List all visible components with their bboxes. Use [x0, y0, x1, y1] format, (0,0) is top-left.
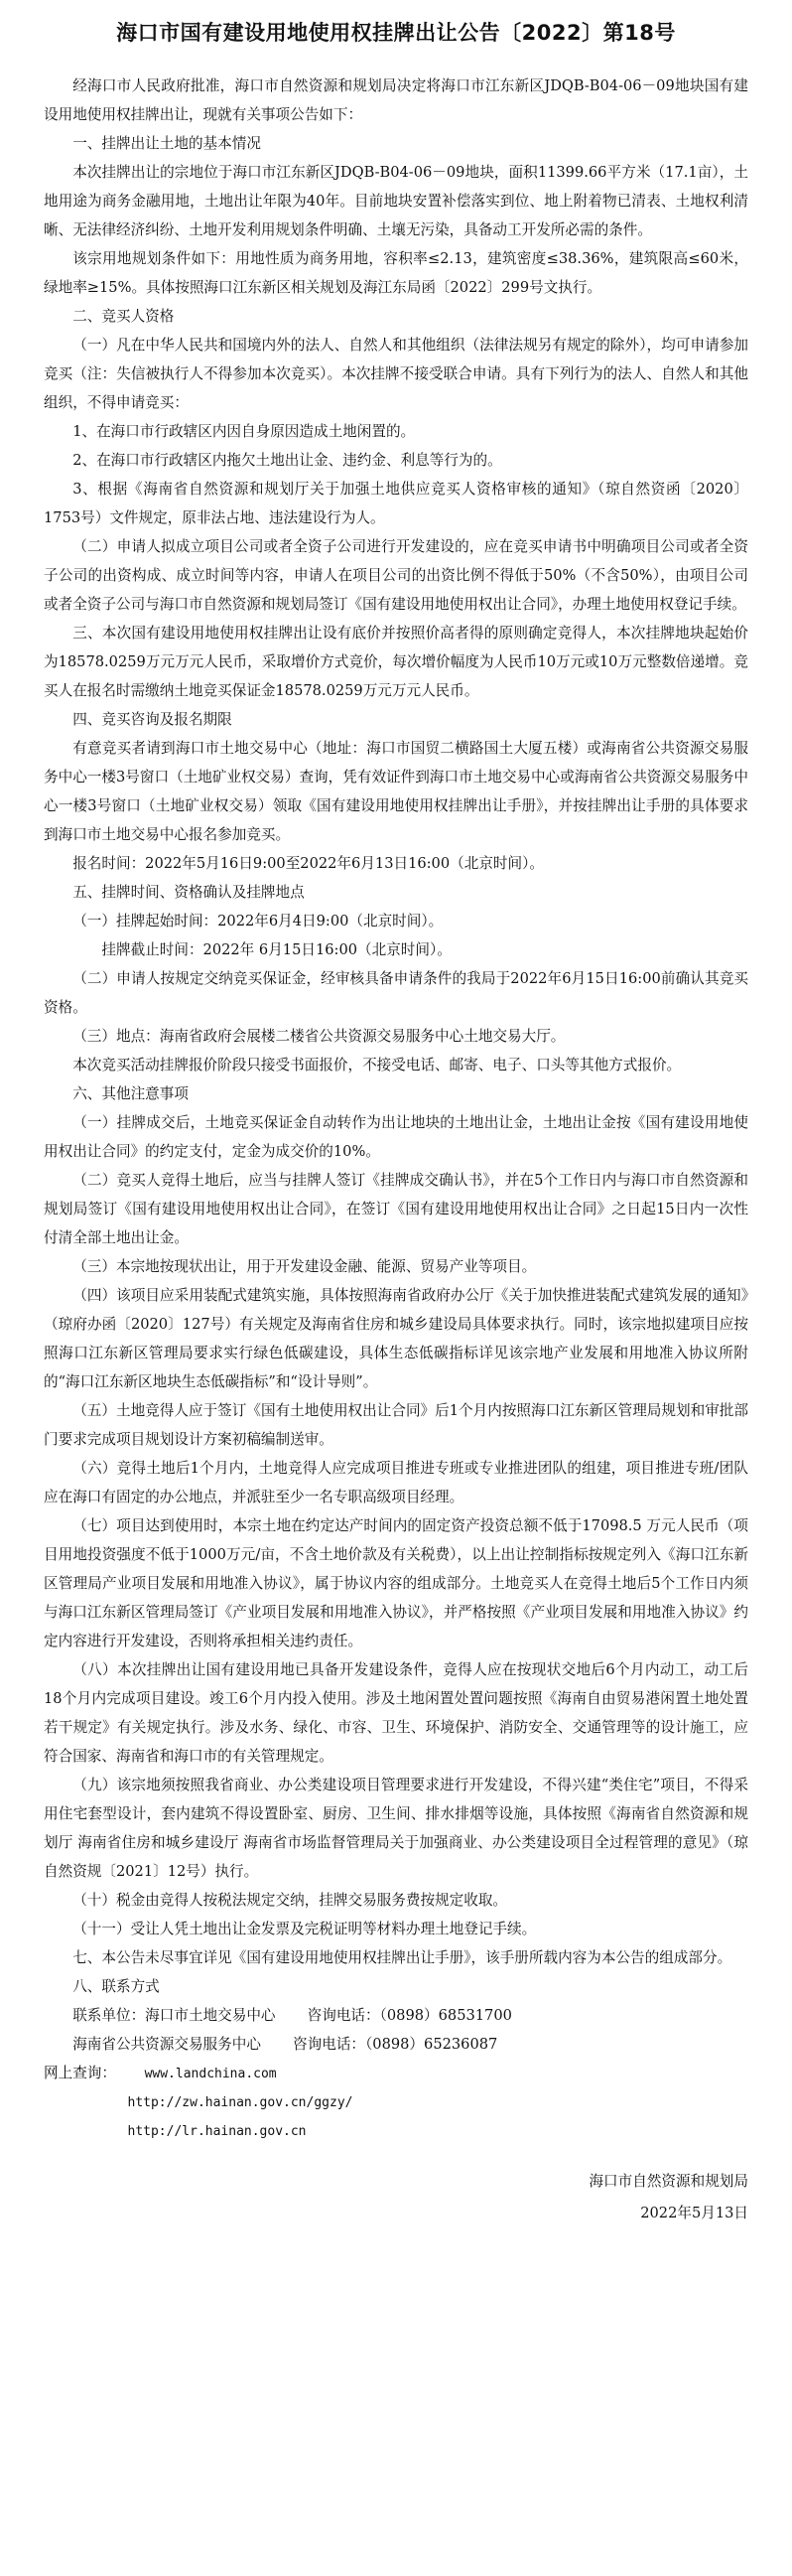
signature-block: [44, 2166, 748, 2229]
section-6-item-5: （五）土地竞得人应于签订《国有土地使用权出让合同》后1个月内按照海口江东新区管理局规划和审批部门要求完成项目规划设计方案初稿编制送审。: [44, 1402, 748, 1448]
web-query-label: 网上查询：: [44, 2065, 116, 2081]
section-4-paragraph-1: 有意竞买者请到海口市土地交易中心（地址：海口市国贸二横路国土大厦五楼）或海南省公共资源交易服务中心一楼3号窗口（土地矿业权交易）查询，凭有效证件到海口市土地交易中心或海南省公共资源交易服务中心一楼3号窗口（土地矿业权交易）领取《国有建设用地使用权挂牌出让手册》，并按挂牌出让手册的具体要求到海口市土地交易中心报名参加竞买。: [44, 740, 748, 843]
section-1-paragraph-1: 本次挂牌出让的宗地位于海口市江东新区JDQB-B04-06－09地块，面积11399.66平方米（17.1亩），土地用途为商务金融用地，土地出让年限为40年。目前地块安置补偿落实到位、地上附着物已清表、土地权利清晰、无法律经济纠纷、土地开发利用规划条件明确、土壤无污染，具备动工开发所必需的条件。: [44, 164, 748, 238]
section-6-item-1: （一）挂牌成交后，土地竞买保证金自动转作为出让地块的土地出让金，土地出让金按《国有建设用地使用权出让合同》的约定支付，定金为成交价的10%。: [44, 1114, 748, 1160]
section-6-item-3: （三）本宗地按现状出让，用于开发建设金融、能源、贸易产业等项目。: [72, 1258, 537, 1275]
section-2-list-item-3: 3、根据《海南省自然资源和规划厅关于加强土地供应竞买人资格审核的通知》（琼自然资函〔2020〕1753号）文件规定，原非法占地、违法建设行为人。: [44, 481, 748, 526]
section-4-registration-time: 报名时间：2022年5月16日9:00至2022年6月13日16:00（北京时间）。: [72, 855, 544, 872]
page-title: 海口市国有建设用地使用权挂牌出让公告〔2022〕第18号: [116, 21, 676, 45]
section-6-item-10: （十）税金由竞得人按税法规定交纳，挂牌交易服务费按规定收取。: [72, 1892, 508, 1909]
section-1-heading: 一、挂牌出让土地的基本情况: [72, 135, 261, 152]
web-link-3[interactable]: http://lr.hainan.gov.cn: [127, 2124, 307, 2139]
section-6-heading: 六、其他注意事项: [72, 1085, 189, 1102]
section-5-start-time: （一）挂牌起始时间：2022年6月4日9:00（北京时间）。: [72, 913, 444, 930]
section-6-item-7: （七）项目达到使用时，本宗土地在约定达产时间内的固定资产投资总额不低于17098.5 万元人民币（项目用地投资强度不低于1000万元/亩，不含土地价款及有关税费），以上出让控制指标按规定列入《海口江东新区管理局产业项目发展和用地准入协议》，属于协议内容的组成部分。土地竞买人在竞得土地后5个工作日内须与海口江东新区管理局签订《产业项目发展和用地准入协议》，并严格按照《产业项目发展和用地准入协议》约定内容进行开发建设，否则将承担相关违约责任。: [44, 1517, 748, 1649]
section-7-paragraph: 七、本公告未尽事宜详见《国有建设用地使用权挂牌出让手册》，该手册所载内容为本公告的组成部分。: [72, 1949, 732, 1966]
signature-date: 2022年5月13日: [640, 2205, 748, 2221]
contact-row-2: [44, 2030, 748, 2059]
contact-phone-2: 咨询电话：（0898）65236087: [293, 2036, 498, 2053]
section-8-heading: 八、联系方式: [72, 1978, 160, 1995]
section-5-heading: 五、挂牌时间、资格确认及挂牌地点: [72, 884, 305, 901]
section-5-location: （三）地点：海南省政府会展楼二楼省公共资源交易服务中心土地交易大厅。: [72, 1028, 566, 1045]
section-2-list-item-1: 1、在海口市行政辖区内因自身原因造成土地闲置的。: [72, 423, 416, 440]
section-1-paragraph-2: 该宗用地规划条件如下：用地性质为商务用地，容积率≤2.13，建筑密度≤38.36%，建筑限高≤60米，绿地率≥15%。具体按照海口江东新区相关规划及海江东局函〔2022〕299号文执行。: [44, 250, 748, 296]
contact-unit-1: 联系单位：海口市土地交易中心: [72, 2007, 276, 2024]
web-query-row: [44, 2059, 748, 2088]
contact-row-1: [44, 2001, 748, 2030]
web-link-1[interactable]: www.landchina.com: [144, 2067, 277, 2081]
section-2-heading: 二、竞买人资格: [72, 308, 175, 325]
section-5-qualification: （二）申请人按规定交纳竞买保证金，经审核具备申请条件的我局于2022年6月15日16:00前确认其竞买资格。: [44, 970, 748, 1016]
section-6-item-8: （八）本次挂牌出让国有建设用地已具备开发建设条件，竞得人应在按现状交地后6个月内动工，动工后18个月内完成项目建设。竣工6个月内投入使用。涉及土地闲置处置问题按照《海南自由贸易港闲置土地处置若干规定》有关规定执行。涉及水务、绿化、市容、卫生、环境保护、消防安全、交通管理等的设计施工，应符合国家、海南省和海口市的有关管理规定。: [44, 1661, 748, 1765]
section-6-item-2: （二）竞买人竞得土地后，应当与挂牌人签订《挂牌成交确认书》，并在5个工作日内与海口市自然资源和规划局签订《国有建设用地使用权出让合同》，在签订《国有建设用地使用权出让合同》之日起15日内一次性付清全部土地出让金。: [44, 1172, 748, 1246]
section-4-heading: 四、竞买咨询及报名期限: [72, 711, 232, 728]
intro-paragraph: 经海口市人民政府批准，海口市自然资源和规划局决定将海口市江东新区JDQB-B04-06－09地块国有建设用地使用权挂牌出让，现就有关事项公告如下：: [44, 77, 748, 123]
section-2-paragraph-2: （二）申请人拟成立项目公司或者全资子公司进行开发建设的，应在竞买申请书中明确项目公司或者全资子公司的出资构成、成立时间等内容，申请人在项目公司的出资比例不得低于50%（不含50%），由项目公司或者全资子公司与海口市自然资源和规划局签订《国有建设用地使用权出让合同》，办理土地使用权登记手续。: [44, 538, 748, 613]
section-6-item-11: （十一）受让人凭土地出让金发票及完税证明等材料办理土地登记手续。: [72, 1921, 537, 1937]
web-link-2[interactable]: http://zw.hainan.gov.cn/ggzy/: [127, 2095, 353, 2110]
contact-unit-2: 海南省公共资源交易服务中心: [72, 2036, 261, 2053]
section-6-item-9: （九）该宗地须按照我省商业、办公类建设项目管理要求进行开发建设，不得兴建“类住宅”项目，不得采用住宅套型设计，套内建筑不得设置卧室、厨房、卫生间、排水排烟等设施，具体按照《海南省自然资源和规划厅 海南省住房和城乡建设厅 海南省市场监督管理局关于加强商业、办公类建设项目全过程管理的意见》（琼自然资规〔2021〕12号）执行。: [44, 1777, 748, 1880]
section-5-bid-method: 本次竞买活动挂牌报价阶段只接受书面报价，不接受电话、邮寄、电子、口头等其他方式报价。: [72, 1057, 682, 1073]
contact-phone-1: 咨询电话：（0898）68531700: [307, 2007, 512, 2024]
section-5-end-time: 挂牌截止时间：2022年 6月15日16:00（北京时间）。: [101, 941, 452, 958]
section-2-paragraph-1: （一）凡在中华人民共和国境内外的法人、自然人和其他组织（法律法规另有规定的除外），均可申请参加竞买（注：失信被执行人不得参加本次竞买）。本次挂牌不接受联合申请。具有下列行为的法人、自然人和其他组织，不得申请竞买：: [44, 337, 748, 411]
section-2-list-item-2: 2、在海口市行政辖区内拖欠土地出让金、违约金、利息等行为的。: [72, 452, 502, 469]
section-3-paragraph: 三、本次国有建设用地使用权挂牌出让设有底价并按照价高者得的原则确定竞得人，本次挂牌地块起始价为18578.0259万元万元人民币，采取增价方式竞价，每次增价幅度为人民币10万元或10万元整数倍递增。竞买人在报名时需缴纳土地竞买保证金18578.0259万元万元人民币。: [44, 625, 748, 699]
signature-org: 海口市自然资源和规划局: [589, 2173, 748, 2190]
section-6-item-4: （四）该项目应采用装配式建筑实施，具体按照海南省政府办公厅《关于加快推进装配式建筑发展的通知》（琼府办函〔2020〕127号）有关规定及海南省住房和城乡建设局具体要求执行。同时，该宗地拟建项目应按照海口江东新区管理局要求实行绿色低碳建设，具体生态低碳指标详见该宗地产业发展和用地准入协议所附的“海口江东新区地块生态低碳指标”和“设计导则”。: [44, 1287, 748, 1390]
section-6-item-6: （六）竞得土地后1个月内，土地竞得人应完成项目推进专班或专业推进团队的组建，项目推进专班/团队应在海口有固定的办公地点，并派驻至少一名专职高级项目经理。: [44, 1460, 748, 1505]
